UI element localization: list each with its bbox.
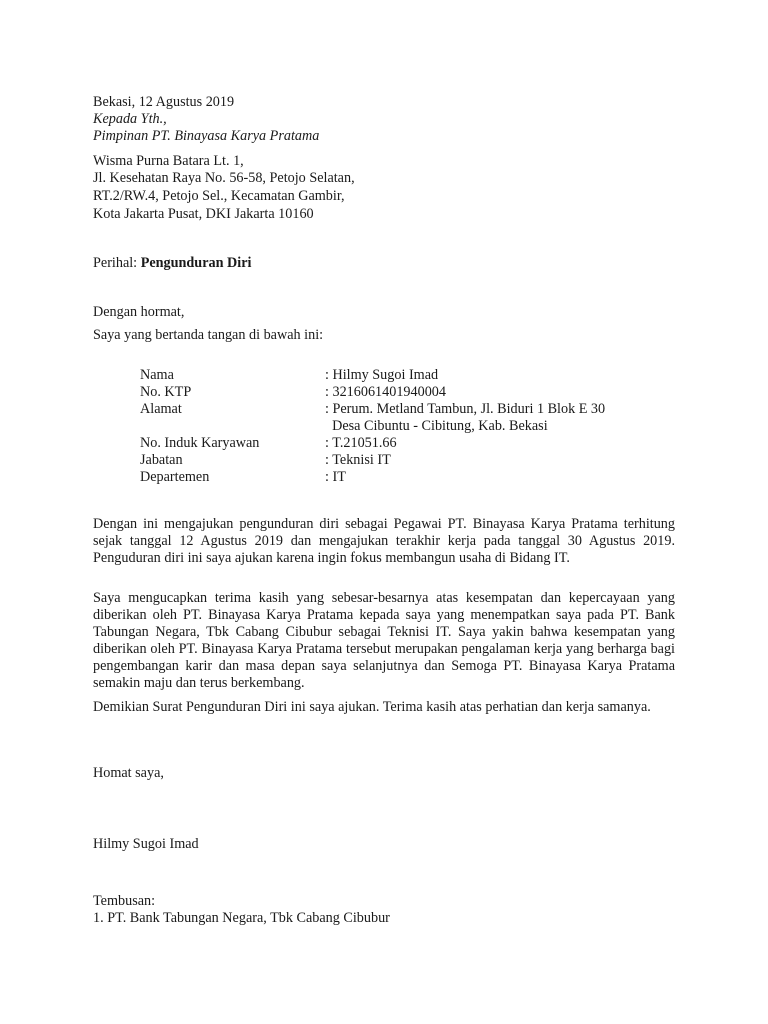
paragraph-resignation: Dengan ini mengajukan pengunduran diri sebagai Pegawai PT. Binayasa Karya Pratama terhitung sejak tanggal 12 Agustus 2019 dan mengajukan terakhir kerja pada tanggal 30 Agustus 2019. Penguduran diri ini saya ajukan karena ingin fokus membangun usaha di Bidang IT. xyxy=(93,516,675,566)
address-line: Wisma Purna Batara Lt. 1, xyxy=(93,153,244,169)
detail-value: : Teknisi IT xyxy=(325,452,391,468)
detail-row xyxy=(140,418,680,435)
detail-row xyxy=(140,469,680,486)
subject-line xyxy=(93,255,251,272)
detail-value: : Hilmy Sugoi Imad xyxy=(325,367,439,383)
signature-name: Hilmy Sugoi Imad xyxy=(93,836,199,852)
detail-value: : IT xyxy=(325,469,346,485)
intro: Saya yang bertanda tangan di bawah ini: xyxy=(93,327,324,343)
detail-row xyxy=(140,435,680,452)
place-date: Bekasi, 12 Agustus 2019 xyxy=(93,94,235,110)
detail-label: No. Induk Karyawan xyxy=(140,435,260,451)
detail-value: : T.21051.66 xyxy=(325,435,397,451)
detail-row xyxy=(140,384,680,401)
detail-label: Alamat xyxy=(140,401,182,417)
detail-label: Jabatan xyxy=(140,452,183,468)
address-line: Jl. Kesehatan Raya No. 56-58, Petojo Selatan, xyxy=(93,170,355,186)
detail-row xyxy=(140,401,680,418)
recipient: Pimpinan PT. Binayasa Karya Pratama xyxy=(93,128,320,144)
greeting: Dengan hormat, xyxy=(93,304,185,320)
paragraph-closing: Demikian Surat Pengunduran Diri ini saya ajukan. Terima kasih atas perhatian dan kerja samanya. xyxy=(93,699,651,715)
detail-label: Nama xyxy=(140,367,174,383)
detail-value: : 3216061401940004 xyxy=(325,384,446,400)
detail-label: Departemen xyxy=(140,469,210,485)
paragraph-thanks: Saya mengucapkan terima kasih yang sebesar-besarnya atas kesempatan dan kepercayaan yang diberikan oleh PT. Binayasa Karya Pratama kepada saya yang menempatkan saya pada PT. Bank Tabungan Negara, Tbk Cabang Cibubur sebagai Teknisi IT. Saya yakin bahwa kesempatan yang diberikan oleh PT. Binayasa Karya Pratama tersebut merupakan pengalaman kerja yang berharga bagi pengembangan karir dan masa depan saya selanjutnya dan Semoga PT. Binayasa Karya Pratama semakin maju dan terus berkembang. xyxy=(93,590,675,691)
detail-row xyxy=(140,367,680,384)
subject-text: Pengunduran Diri xyxy=(140,255,252,271)
address-line: RT.2/RW.4, Petojo Sel., Kecamatan Gambir, xyxy=(93,188,345,204)
cc-label: Tembusan: xyxy=(93,893,156,909)
cc-item: 1. PT. Bank Tabungan Negara, Tbk Cabang Cibubur xyxy=(93,910,390,926)
address-line: Kota Jakarta Pusat, DKI Jakarta 10160 xyxy=(93,206,314,222)
closing-salutation: Homat saya, xyxy=(93,765,164,781)
detail-label: No. KTP xyxy=(140,384,192,400)
detail-value: Desa Cibuntu - Cibitung, Kab. Bekasi xyxy=(325,418,548,434)
detail-row xyxy=(140,452,680,469)
to-line: Kepada Yth., xyxy=(93,111,167,127)
detail-value: : Perum. Metland Tambun, Jl. Biduri 1 Blok E 30 xyxy=(325,401,606,417)
subject-label: Perihal: xyxy=(93,255,141,271)
